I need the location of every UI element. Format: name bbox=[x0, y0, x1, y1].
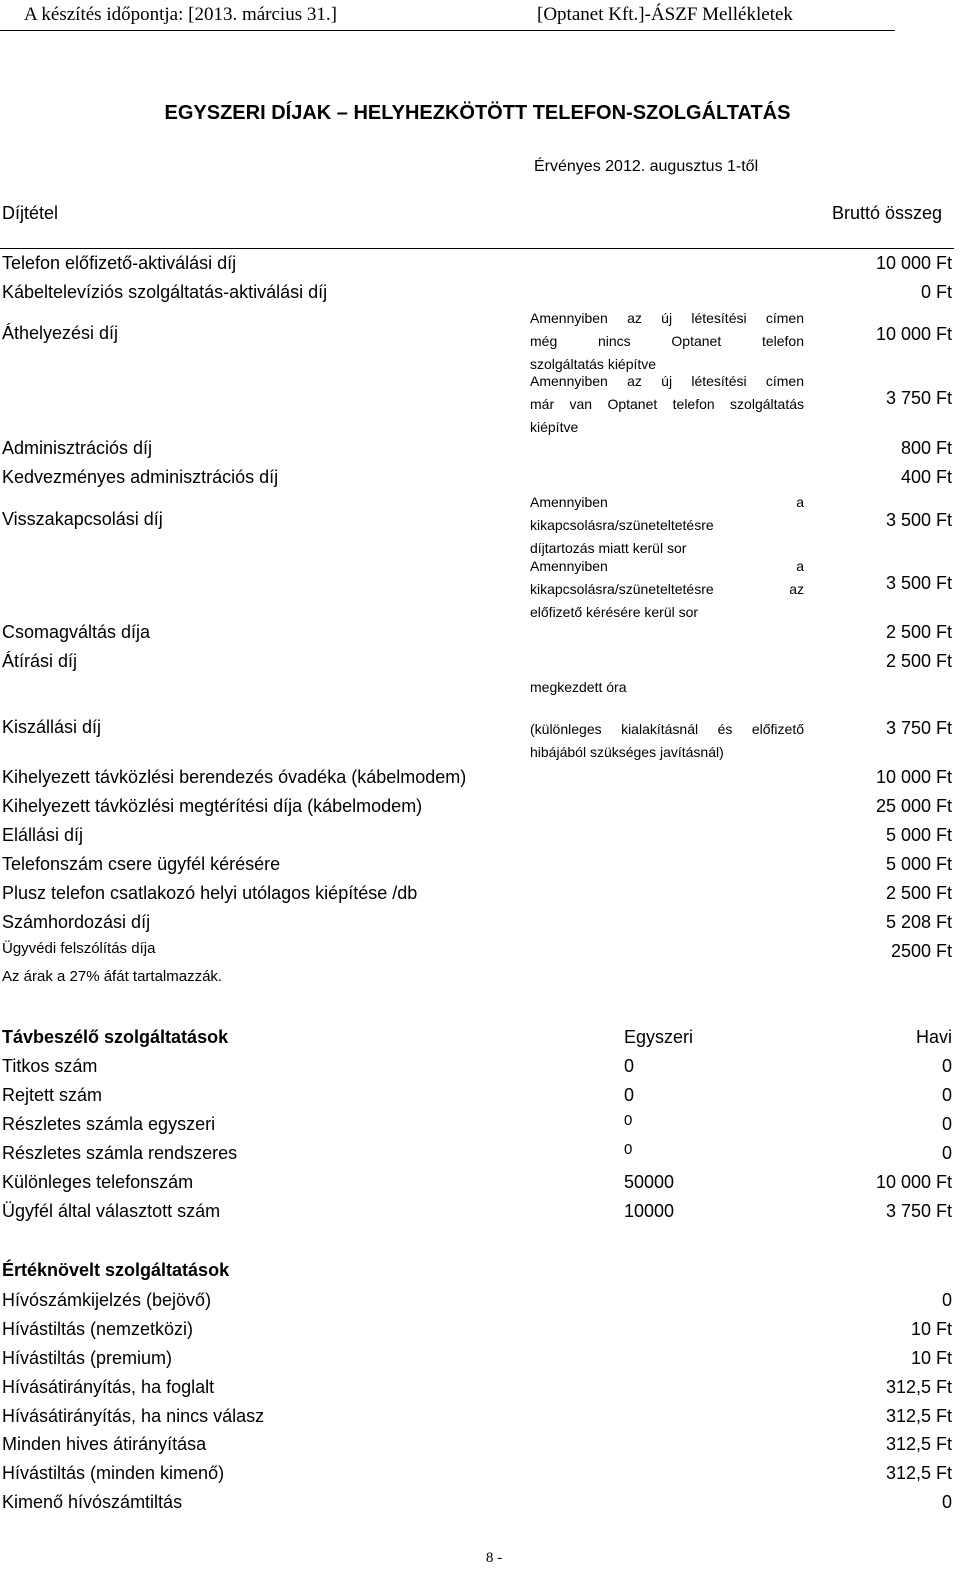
service-amount: 312,5 Ft bbox=[885, 1463, 952, 1483]
service-label: Hívástiltás (minden kimenő) bbox=[2, 1463, 225, 1483]
service-label: Hívásátirányítás, ha foglalt bbox=[2, 1377, 215, 1397]
fee-amount: 2 500 Ft bbox=[885, 622, 952, 642]
fee-label: Átírási díj bbox=[2, 651, 78, 671]
fee-label: Áthelyezési díj bbox=[2, 323, 119, 343]
fee-note bbox=[530, 370, 804, 439]
service-once: 10000 bbox=[624, 1201, 675, 1221]
service-monthly: 0 bbox=[941, 1114, 952, 1134]
fee-label: Elállási díj bbox=[2, 825, 84, 845]
fee-label: Számhordozási díj bbox=[2, 912, 151, 932]
fee-amount: 0 Ft bbox=[920, 282, 952, 302]
service-once: 0 bbox=[624, 1056, 635, 1076]
fee-label: Kedvezményes adminisztrációs díj bbox=[2, 467, 279, 487]
fee-note-line: szolgáltatás kiépítve bbox=[530, 356, 657, 372]
fee-amount: 10 000 Ft bbox=[875, 324, 952, 344]
service-label: Ügyfél által választott szám bbox=[2, 1201, 221, 1221]
fee-label: Ügyvédi felszólítás díja bbox=[2, 940, 156, 957]
fee-amount: 800 Ft bbox=[900, 438, 952, 458]
service-amount: 312,5 Ft bbox=[885, 1377, 952, 1397]
fee-amount: 2 500 Ft bbox=[885, 651, 952, 671]
page-number: 8 - bbox=[485, 1550, 503, 1566]
fee-amount: 10 000 Ft bbox=[875, 767, 952, 787]
column-header-once: Egyszeri bbox=[624, 1027, 694, 1047]
header-divider bbox=[0, 30, 895, 31]
fee-note bbox=[530, 307, 804, 376]
fee-label: Telefonszám csere ügyfél kérésére bbox=[2, 854, 281, 874]
fee-label: Kihelyezett távközlési berendezés óvadéka (kábelmodem) bbox=[2, 767, 467, 787]
service-label: Minden hives átirányítása bbox=[2, 1434, 207, 1454]
fee-note-line: Amennyiben az új létesítési címen bbox=[530, 373, 804, 389]
fee-amount: 3 750 Ft bbox=[885, 388, 952, 408]
fee-amount: 3 500 Ft bbox=[885, 510, 952, 530]
service-label: Kimenő hívószámtiltás bbox=[2, 1492, 183, 1512]
service-amount: 312,5 Ft bbox=[885, 1406, 952, 1426]
service-monthly: 0 bbox=[941, 1085, 952, 1105]
fee-amount: 10 000 Ft bbox=[875, 253, 952, 273]
page-title: EGYSZERI DÍJAK – HELYHEZKÖTÖTT TELEFON-SZOLGÁLTATÁS bbox=[164, 102, 791, 124]
service-label: Hívásátirányítás, ha nincs válasz bbox=[2, 1406, 265, 1426]
fee-label: Visszakapcsolási díj bbox=[2, 509, 163, 529]
column-header-monthly: Havi bbox=[915, 1027, 952, 1047]
fee-note-line: Amennyiben a bbox=[530, 494, 804, 510]
service-once: 0 bbox=[624, 1085, 635, 1105]
service-label: Hívástiltás (premium) bbox=[2, 1348, 173, 1368]
fee-label: Kábeltelevíziós szolgáltatás-aktiválási díj bbox=[2, 282, 328, 302]
fee-label: Kiszállási díj bbox=[2, 717, 102, 737]
header-date: A készítés időpontja: [2013. március 31.] bbox=[24, 4, 337, 25]
fee-note-line: Amennyiben a bbox=[530, 558, 804, 574]
fee-note-line: még nincs Optanet telefon bbox=[530, 333, 804, 349]
service-label: Hívószámkijelzés (bejövő) bbox=[2, 1290, 212, 1310]
fee-amount: 5 208 Ft bbox=[885, 912, 952, 932]
service-label: Részletes számla egyszeri bbox=[2, 1114, 216, 1134]
service-amount: 10 Ft bbox=[910, 1348, 952, 1368]
fee-label: Plusz telefon csatlakozó helyi utólagos kiépítése /db bbox=[2, 883, 418, 903]
service-monthly: 10 000 Ft bbox=[875, 1172, 952, 1192]
service-label: Különleges telefonszám bbox=[2, 1172, 194, 1192]
section-title: Távbeszélő szolgáltatások bbox=[2, 1027, 229, 1047]
fee-note-line: (különleges kialakításnál és előfizető bbox=[530, 721, 804, 737]
fee-note-line: kiépítve bbox=[530, 419, 579, 435]
fee-amount: 25 000 Ft bbox=[875, 796, 952, 816]
fee-note-line: kikapcsolásra/szüneteltetésre az bbox=[530, 581, 804, 597]
service-label: Titkos szám bbox=[2, 1056, 98, 1076]
service-once: 0 bbox=[624, 1141, 633, 1158]
service-amount: 10 Ft bbox=[910, 1319, 952, 1339]
fee-note-line: hibájából szükséges javításnál) bbox=[530, 744, 724, 760]
fee-note-line: kikapcsolásra/szüneteltetésre bbox=[530, 517, 714, 533]
section-title: Értéknövelt szolgáltatások bbox=[2, 1260, 230, 1280]
fee-label: Adminisztrációs díj bbox=[2, 438, 153, 458]
fee-amount: 5 000 Ft bbox=[885, 825, 952, 845]
fee-note-line: előfizető kérésére kerül sor bbox=[530, 604, 699, 620]
column-header-amount: Bruttó összeg bbox=[831, 203, 942, 223]
service-amount: 312,5 Ft bbox=[885, 1434, 952, 1454]
service-label: Hívástiltás (nemzetközi) bbox=[2, 1319, 194, 1339]
valid-from: Érvényes 2012. augusztus 1-től bbox=[534, 158, 759, 175]
fee-label: Csomagváltás díja bbox=[2, 622, 151, 642]
fee-amount: 5 000 Ft bbox=[885, 854, 952, 874]
fee-amount: 400 Ft bbox=[900, 467, 952, 487]
service-amount: 0 bbox=[941, 1290, 952, 1310]
fee-note-line: már van Optanet telefon szolgáltatás bbox=[530, 396, 804, 412]
service-once: 50000 bbox=[624, 1172, 675, 1192]
fee-note-line: díjtartozás miatt kerül sor bbox=[530, 540, 687, 556]
fee-label: Kihelyezett távközlési megtérítési díja (kábelmodem) bbox=[2, 796, 423, 816]
fee-note-line: megkezdett óra bbox=[530, 679, 627, 695]
vat-note: Az árak a 27% áfát tartalmazzák. bbox=[2, 968, 223, 985]
service-once: 0 bbox=[624, 1112, 633, 1129]
service-label: Rejtett szám bbox=[2, 1085, 103, 1105]
column-header-item: Díjtétel bbox=[2, 203, 59, 223]
fee-note bbox=[530, 555, 804, 624]
fee-amount: 3 750 Ft bbox=[885, 718, 952, 738]
fee-note bbox=[530, 491, 804, 560]
service-monthly: 0 bbox=[941, 1056, 952, 1076]
fee-note bbox=[530, 676, 804, 764]
fee-amount: 3 500 Ft bbox=[885, 573, 952, 593]
fee-label: Telefon előfizető-aktiválási díj bbox=[2, 253, 237, 273]
service-monthly: 0 bbox=[941, 1143, 952, 1163]
table-header-rule bbox=[0, 248, 954, 249]
fee-amount: 2500 Ft bbox=[890, 941, 952, 961]
service-amount: 0 bbox=[941, 1492, 952, 1512]
service-label: Részletes számla rendszeres bbox=[2, 1143, 238, 1163]
fee-note-line: Amennyiben az új létesítési címen bbox=[530, 310, 804, 326]
service-monthly: 3 750 Ft bbox=[885, 1201, 952, 1221]
fee-amount: 2 500 Ft bbox=[885, 883, 952, 903]
header-doc-title: [Optanet Kft.]-ÁSZF Mellékletek bbox=[537, 4, 793, 25]
